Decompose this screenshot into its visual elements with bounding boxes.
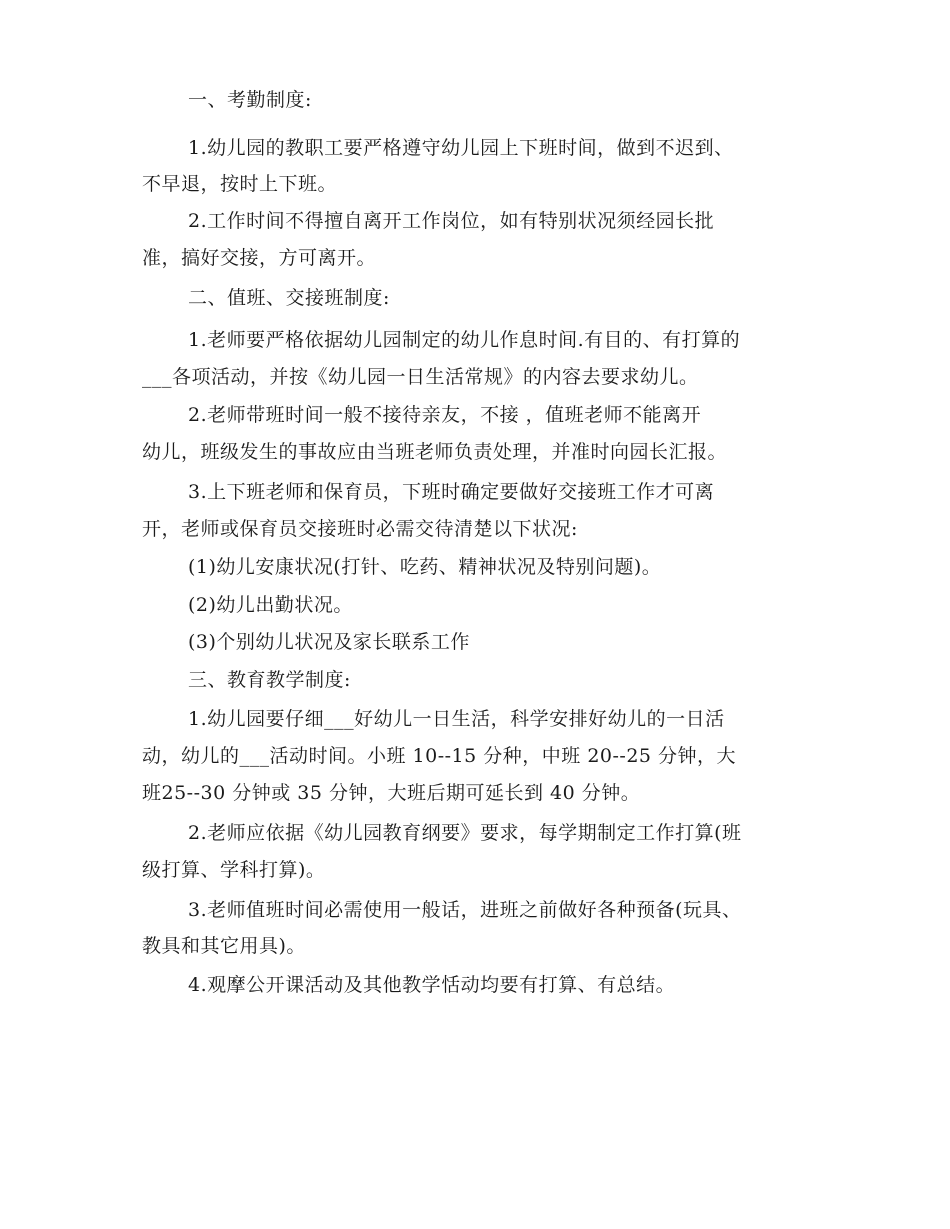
paragraph-line: 不早退，按时上下班。 xyxy=(142,173,338,195)
section-heading-duty: 二、值班、交接班制度: xyxy=(188,287,390,309)
paragraph-line: 开，老师或保育员交接班时必需交待清楚以下状况: xyxy=(142,518,578,540)
paragraph-line: 2.工作时间不得擅自离开工作岗位，如有特别状况须经园长批 xyxy=(188,210,715,232)
section-heading-attendance: 一、考勤制度: xyxy=(188,89,312,111)
paragraph-line: 2.老师带班时间一般不接待亲友，不接 ，值班老师不能离开 xyxy=(188,404,702,426)
paragraph-line: 1.幼儿园要仔细___好幼儿一日生活，科学安排好幼儿的一日活 xyxy=(188,708,725,730)
list-item: (3)个别幼儿状况及家长联系工作 xyxy=(188,631,470,653)
paragraph-line: 动，幼儿的___活动时间。小班 10--15 分种，中班 20--25 分钟，大 xyxy=(142,745,737,767)
paragraph-line: 1.幼儿园的教职工要严格遵守幼儿园上下班时间，做到不迟到、 xyxy=(188,137,734,159)
paragraph-line: 班25--30 分钟或 35 分钟，大班后期可延长到 40 分钟。 xyxy=(142,782,641,804)
list-item: (1)幼儿安康状况(打针、吃药、精神状况及特别问题)。 xyxy=(188,556,662,578)
paragraph-line: 幼儿，班级发生的事故应由当班老师负责处理，并准时向园长汇报。 xyxy=(142,441,728,463)
paragraph-line: 准，搞好交接，方可离开。 xyxy=(142,247,377,269)
list-item: (2)幼儿出勤状况。 xyxy=(188,594,353,616)
paragraph-line: 1.老师要严格依据幼儿园制定的幼儿作息时间.有目的、有打算的 xyxy=(188,329,741,351)
paragraph-line: 3.老师值班时间必需使用一般话，进班之前做好各种预备(玩具、 xyxy=(188,899,742,921)
paragraph-line: 3.上下班老师和保育员，下班时确定要做好交接班工作才可离 xyxy=(188,481,715,503)
paragraph-line: ___各项活动，并按《幼儿园一日生活常规》的内容去要求幼儿。 xyxy=(142,366,699,388)
section-heading-teaching: 三、教育教学制度: xyxy=(188,669,351,691)
paragraph-line: 教具和其它用具)。 xyxy=(142,935,306,957)
paragraph-line: 4.观摩公开课活动及其他教学恬动均要有打算、有总结。 xyxy=(188,974,676,996)
paragraph-line: 2.老师应依据《幼儿园教育纲要》要求，每学期制定工作打算(班 xyxy=(188,822,742,844)
paragraph-line: 级打算、学科打算)。 xyxy=(142,859,326,881)
